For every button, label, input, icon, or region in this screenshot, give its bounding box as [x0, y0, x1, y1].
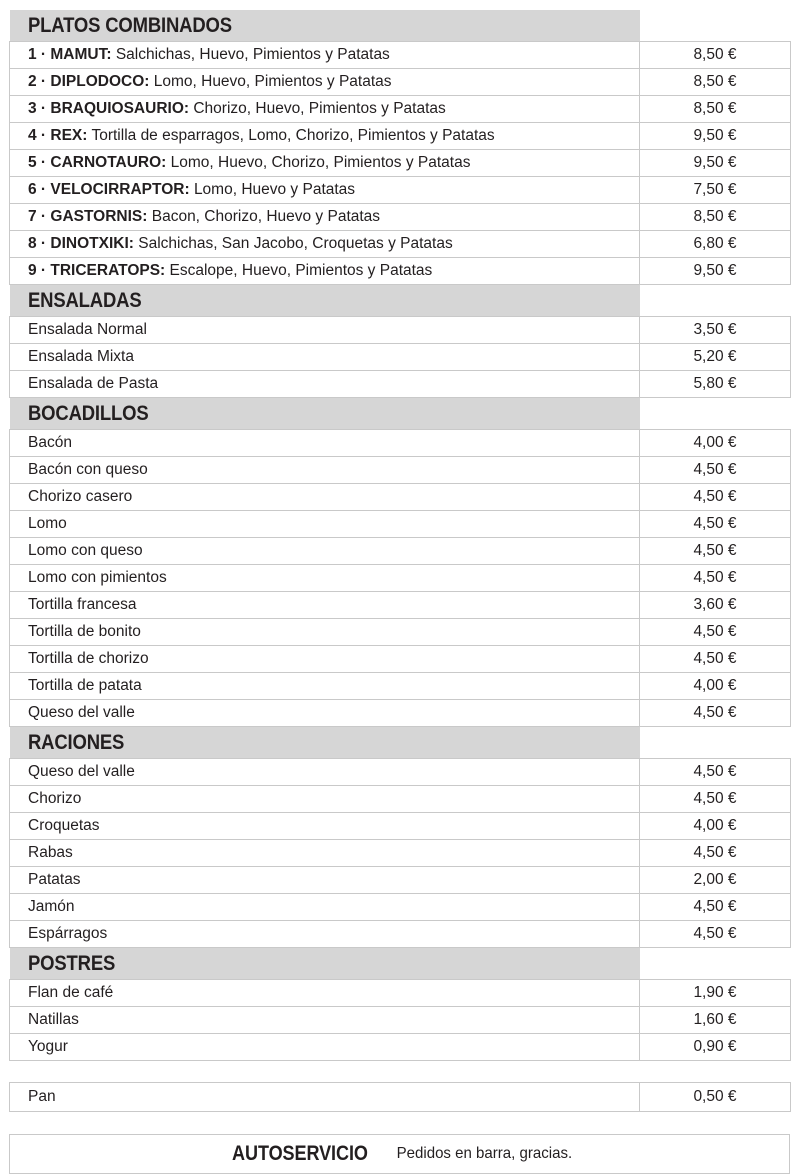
item-price: 4,50 € — [640, 619, 791, 646]
item-description: Ensalada Mixta — [28, 348, 134, 365]
item-price: 4,00 € — [640, 813, 791, 840]
section-title — [10, 948, 640, 980]
item-price: 4,50 € — [640, 646, 791, 673]
table-row — [10, 646, 791, 673]
item-name-cell — [10, 96, 640, 123]
section-title-label: ENSALADAS — [27, 288, 142, 312]
item-description: Tortilla de esparragos, Lomo, Chorizo, Pimientos y Patatas — [91, 127, 495, 144]
item-description: Rabas — [28, 844, 73, 861]
table-row — [10, 700, 791, 727]
item-description: Queso del valle — [28, 704, 135, 721]
item-price: 4,50 € — [640, 759, 791, 786]
item-price: 1,60 € — [640, 1007, 791, 1034]
table-row — [10, 565, 791, 592]
table-row — [10, 42, 791, 69]
item-price: 4,50 € — [640, 538, 791, 565]
item-description: Ensalada Normal — [28, 321, 147, 338]
item-description: Bacon, Chorizo, Huevo y Patatas — [151, 208, 381, 225]
item-description: Queso del valle — [28, 763, 135, 780]
item-description: Flan de café — [28, 984, 114, 1001]
item-description: Lomo, Huevo, Pimientos y Patatas — [153, 73, 392, 90]
item-description: Tortilla francesa — [28, 596, 137, 613]
item-code: 1 · MAMUT: — [28, 46, 112, 63]
item-price: 4,50 € — [640, 484, 791, 511]
table-row — [10, 894, 791, 921]
extra-item-table — [9, 1082, 791, 1112]
item-name-cell — [10, 592, 640, 619]
section-header-price-spacer — [640, 948, 791, 980]
item-description: Salchichas, Huevo, Pimientos y Patatas — [115, 46, 390, 63]
item-price: 6,80 € — [640, 231, 791, 258]
item-price: 4,50 € — [640, 840, 791, 867]
section-header-ensaladas — [10, 285, 791, 317]
item-price: 4,00 € — [640, 430, 791, 457]
item-description: Lomo con pimientos — [28, 569, 167, 586]
self-service-notice — [9, 1134, 790, 1174]
item-name-cell — [10, 371, 640, 398]
item-description: Escalope, Huevo, Pimientos y Patatas — [169, 262, 433, 279]
item-code: 5 · CARNOTAURO: — [28, 154, 167, 171]
item-description: Jamón — [28, 898, 75, 915]
item-description: Chorizo, Huevo, Pimientos y Patatas — [193, 100, 446, 117]
section-title — [10, 10, 640, 42]
item-name-cell — [10, 786, 640, 813]
section-header-price-spacer — [640, 10, 791, 42]
table-row — [10, 786, 791, 813]
item-description: Bacón — [28, 434, 72, 451]
item-description: Lomo, Huevo y Patatas — [193, 181, 356, 198]
item-name-cell — [10, 177, 640, 204]
item-name-cell — [10, 258, 640, 285]
item-price: 4,50 € — [640, 511, 791, 538]
item-description: Patatas — [28, 871, 81, 888]
table-row — [10, 592, 791, 619]
item-code: 7 · GASTORNIS: — [28, 208, 148, 225]
item-name-cell — [10, 565, 640, 592]
item-code: 8 · DINOTXIKI: — [28, 235, 134, 252]
table-row — [10, 813, 791, 840]
table-row — [10, 430, 791, 457]
item-description: Natillas — [28, 1011, 79, 1028]
item-name-cell — [10, 69, 640, 96]
section-header-price-spacer — [640, 285, 791, 317]
item-price: 9,50 € — [640, 258, 791, 285]
section-title — [10, 727, 640, 759]
item-name-cell — [10, 42, 640, 69]
section-header-raciones — [10, 727, 791, 759]
table-row — [10, 317, 791, 344]
item-name-cell — [10, 646, 640, 673]
table-row — [10, 1083, 791, 1112]
item-name-cell — [10, 867, 640, 894]
item-name-cell — [10, 673, 640, 700]
item-name-cell — [10, 619, 640, 646]
section-title-label: BOCADILLOS — [27, 401, 149, 425]
item-name-cell — [10, 344, 640, 371]
self-service-title: AUTOSERVICIO — [232, 1142, 368, 1165]
item-description: Yogur — [28, 1038, 68, 1055]
item-code: 4 · REX: — [28, 127, 88, 144]
item-price: 4,50 € — [640, 457, 791, 484]
item-name-cell — [10, 317, 640, 344]
section-title-label: RACIONES — [27, 730, 124, 754]
item-price: 5,80 € — [640, 371, 791, 398]
item-price: 3,60 € — [640, 592, 791, 619]
table-row — [10, 457, 791, 484]
item-price: 8,50 € — [640, 204, 791, 231]
item-price: 7,50 € — [640, 177, 791, 204]
item-description: Tortilla de bonito — [28, 623, 141, 640]
item-name-cell — [10, 231, 640, 258]
table-row — [10, 484, 791, 511]
table-row — [10, 921, 791, 948]
section-title-label: POSTRES — [27, 951, 115, 975]
table-row — [10, 177, 791, 204]
item-name-cell — [10, 700, 640, 727]
item-description: Lomo, Huevo, Chorizo, Pimientos y Patatas — [170, 154, 471, 171]
table-row — [10, 96, 791, 123]
table-row — [10, 1007, 791, 1034]
item-price: 2,00 € — [640, 867, 791, 894]
table-row — [10, 867, 791, 894]
item-name-cell — [10, 484, 640, 511]
table-row — [10, 1034, 791, 1061]
section-title — [10, 398, 640, 430]
section-title — [10, 285, 640, 317]
item-name-cell — [10, 894, 640, 921]
item-description: Ensalada de Pasta — [28, 375, 159, 392]
item-code: 6 · VELOCIRRAPTOR: — [28, 181, 190, 198]
item-name-cell — [10, 457, 640, 484]
item-price: 4,00 € — [640, 673, 791, 700]
item-price: 4,50 € — [640, 921, 791, 948]
item-price: 0,90 € — [640, 1034, 791, 1061]
item-name-cell — [10, 430, 640, 457]
item-price: 8,50 € — [640, 42, 791, 69]
table-row — [10, 231, 791, 258]
item-description: Tortilla de patata — [28, 677, 142, 694]
item-description: Lomo con queso — [28, 542, 143, 559]
item-name-cell — [10, 840, 640, 867]
table-row — [10, 673, 791, 700]
item-price: 4,50 € — [640, 565, 791, 592]
item-name-cell — [10, 921, 640, 948]
table-row — [10, 204, 791, 231]
table-row — [10, 69, 791, 96]
section-header-price-spacer — [640, 727, 791, 759]
item-name-cell — [10, 150, 640, 177]
item-description: Espárragos — [28, 925, 108, 942]
item-description: Chorizo casero — [28, 488, 133, 505]
section-title-label: PLATOS COMBINADOS — [27, 13, 232, 37]
table-row — [10, 344, 791, 371]
section-header-platos-combinados — [10, 10, 791, 42]
table-row — [10, 258, 791, 285]
extra-item-price: 0,50 € — [640, 1083, 791, 1112]
item-name-cell — [10, 204, 640, 231]
item-price: 8,50 € — [640, 96, 791, 123]
section-header-bocadillos — [10, 398, 791, 430]
menu-table-body — [10, 10, 791, 1061]
item-name-cell — [10, 123, 640, 150]
item-price: 9,50 € — [640, 150, 791, 177]
item-price: 8,50 € — [640, 69, 791, 96]
item-price: 4,50 € — [640, 700, 791, 727]
item-code: 3 · BRAQUIOSAURIO: — [28, 100, 190, 117]
item-name-cell — [10, 980, 640, 1007]
table-row — [10, 511, 791, 538]
extra-item-name: Pan — [10, 1083, 640, 1112]
table-row — [10, 538, 791, 565]
item-code: 9 · TRICERATOPS: — [28, 262, 166, 279]
item-description: Chorizo — [28, 790, 82, 807]
section-header-price-spacer — [640, 398, 791, 430]
item-price: 3,50 € — [640, 317, 791, 344]
item-price: 1,90 € — [640, 980, 791, 1007]
table-row — [10, 980, 791, 1007]
section-header-postres — [10, 948, 791, 980]
item-price: 4,50 € — [640, 894, 791, 921]
item-name-cell — [10, 759, 640, 786]
item-description: Tortilla de chorizo — [28, 650, 149, 667]
item-name-cell — [10, 511, 640, 538]
item-price: 9,50 € — [640, 123, 791, 150]
table-row — [10, 150, 791, 177]
item-description: Lomo — [28, 515, 67, 532]
self-service-subtitle: Pedidos en barra, gracias. — [396, 1145, 573, 1162]
item-name-cell — [10, 1034, 640, 1061]
item-price: 5,20 € — [640, 344, 791, 371]
item-description: Bacón con queso — [28, 461, 148, 478]
table-row — [10, 840, 791, 867]
table-row — [10, 619, 791, 646]
table-row — [10, 759, 791, 786]
item-price: 4,50 € — [640, 786, 791, 813]
item-name-cell — [10, 1007, 640, 1034]
item-code: 2 · DIPLODOCO: — [28, 73, 150, 90]
table-row — [10, 123, 791, 150]
item-description: Croquetas — [28, 817, 100, 834]
item-description: Salchichas, San Jacobo, Croquetas y Patatas — [138, 235, 453, 252]
table-row — [10, 371, 791, 398]
item-name-cell — [10, 538, 640, 565]
menu-table — [9, 10, 791, 1061]
item-name-cell — [10, 813, 640, 840]
